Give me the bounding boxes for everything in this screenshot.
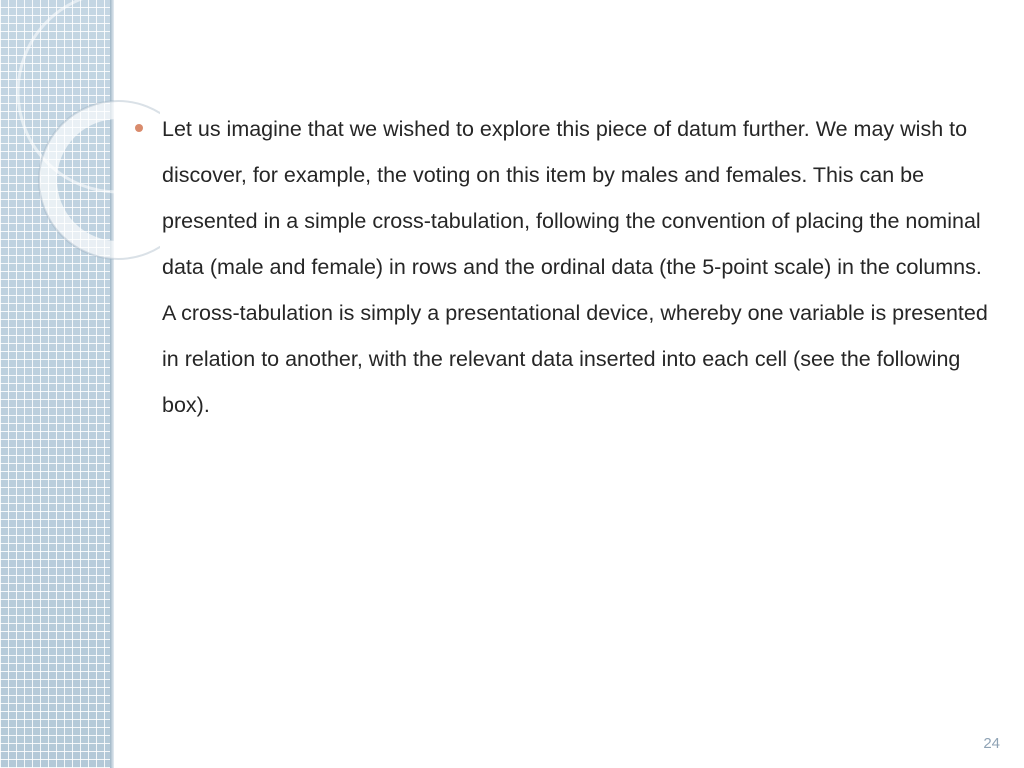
bullet-item (132, 106, 992, 428)
bullet-text: Let us imagine that we wished to explore this piece of datum further. We may wish to discover, for example, the voting on this item by males and females. This can be presented in a simple cross-tabulation, following the convention of placing the nominal data (male and female) in rows and the ordinal data (the 5-point scale) in the columns. A cross-tabulation is simply a presentational device, whereby one variable is presented in relation to another, with the relevant data inserted into each cell (see the following box). (162, 117, 988, 417)
slide-body (132, 106, 992, 428)
bullet-dot-icon (135, 124, 143, 132)
bullet-list (132, 106, 992, 428)
page-number: 24 (983, 735, 1000, 752)
